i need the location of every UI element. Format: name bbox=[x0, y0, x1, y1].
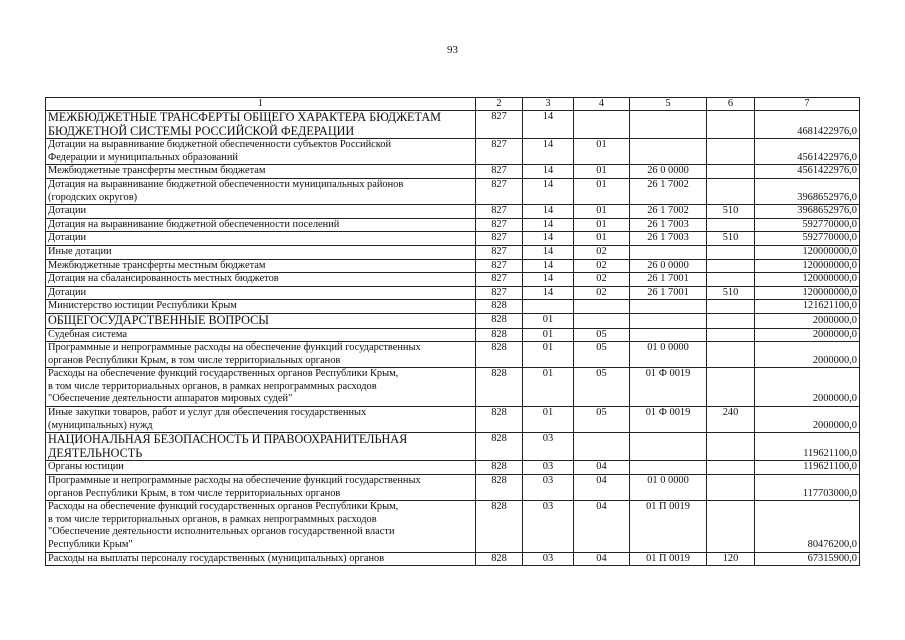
target-article-code-cell: 26 1 7003 bbox=[630, 232, 707, 246]
subsection-code-cell: 04 bbox=[574, 501, 630, 552]
ved-code-cell: 827 bbox=[476, 165, 523, 179]
item-name-cell bbox=[46, 368, 476, 407]
ved-code-cell: 827 bbox=[476, 178, 523, 204]
section-code-cell: 03 bbox=[523, 501, 574, 552]
subsection-code-cell bbox=[574, 300, 630, 314]
item-name-line: Дотация на сбалансированность местных бюджетов bbox=[48, 273, 279, 285]
target-article-code-cell: 26 1 7002 bbox=[630, 205, 707, 219]
table-row bbox=[46, 218, 860, 232]
ved-code-cell: 827 bbox=[476, 232, 523, 246]
item-name-line: Органы юстиции bbox=[48, 461, 124, 473]
expense-type-code-cell: 510 bbox=[707, 205, 755, 219]
section-code-cell: 14 bbox=[523, 259, 574, 273]
item-name-cell bbox=[46, 475, 476, 501]
item-name-cell bbox=[46, 342, 476, 368]
table-row bbox=[46, 205, 860, 219]
subsection-code-cell bbox=[574, 433, 630, 461]
subsection-code-cell: 05 bbox=[574, 342, 630, 368]
item-name-cell bbox=[46, 552, 476, 566]
item-name-line: Межбюджетные трансферты местным бюджетам bbox=[48, 259, 266, 271]
header-cell: 5 bbox=[630, 98, 707, 111]
section-code-cell: 01 bbox=[523, 328, 574, 342]
item-name-line: Дотации на выравнивание бюджетной обеспеченности субъектов Российской bbox=[48, 139, 392, 151]
expense-type-code-cell bbox=[707, 259, 755, 273]
amount-cell: 120000000,0 bbox=[755, 273, 860, 287]
target-article-code-cell bbox=[630, 313, 707, 328]
section-code-cell: 14 bbox=[523, 205, 574, 219]
header-cell: 4 bbox=[574, 98, 630, 111]
section-code-cell: 03 bbox=[523, 433, 574, 461]
amount-cell: 67315900,0 bbox=[755, 552, 860, 566]
item-name-line: Иные дотации bbox=[48, 245, 112, 257]
item-name-cell bbox=[46, 232, 476, 246]
ved-code-cell: 828 bbox=[476, 475, 523, 501]
target-article-code-cell: 26 1 7002 bbox=[630, 178, 707, 204]
ved-code-cell: 828 bbox=[476, 407, 523, 433]
amount-cell: 2000000,0 bbox=[755, 407, 860, 433]
table-row bbox=[46, 178, 860, 204]
target-article-code-cell bbox=[630, 245, 707, 259]
page-number: 93 bbox=[447, 44, 458, 56]
header-cell: 7 bbox=[755, 98, 860, 111]
ved-code-cell: 828 bbox=[476, 461, 523, 475]
subsection-code-cell: 04 bbox=[574, 461, 630, 475]
item-name-line: (муниципальных) нужд bbox=[48, 419, 153, 431]
item-name-cell bbox=[46, 218, 476, 232]
amount-cell: 592770000,0 bbox=[755, 218, 860, 232]
ved-code-cell: 827 bbox=[476, 245, 523, 259]
target-article-code-cell bbox=[630, 300, 707, 314]
target-article-code-cell: 26 1 7003 bbox=[630, 218, 707, 232]
section-code-cell: 14 bbox=[523, 165, 574, 179]
section-code-cell: 14 bbox=[523, 111, 574, 139]
amount-cell: 4561422976,0 bbox=[755, 139, 860, 165]
section-code-cell: 14 bbox=[523, 178, 574, 204]
amount-cell: 4561422976,0 bbox=[755, 165, 860, 179]
item-name-line: БЮДЖЕТНОЙ СИСТЕМЫ РОССИЙСКОЙ ФЕДЕРАЦИИ bbox=[48, 123, 355, 138]
target-article-code-cell: 26 0 0000 bbox=[630, 259, 707, 273]
expense-type-code-cell bbox=[707, 433, 755, 461]
budget-table bbox=[45, 97, 860, 566]
header-cell: 6 bbox=[707, 98, 755, 111]
expense-type-code-cell bbox=[707, 111, 755, 139]
target-article-code-cell: 01 П 0019 bbox=[630, 552, 707, 566]
expense-type-code-cell: 240 bbox=[707, 407, 755, 433]
amount-cell: 80476200,0 bbox=[755, 501, 860, 552]
ved-code-cell: 827 bbox=[476, 218, 523, 232]
subsection-code-cell: 04 bbox=[574, 475, 630, 501]
amount-cell: 117703000,0 bbox=[755, 475, 860, 501]
section-code-cell: 01 bbox=[523, 342, 574, 368]
item-name-line: органов Республики Крым, в том числе территориальных органов bbox=[48, 487, 341, 499]
section-code-cell: 01 bbox=[523, 313, 574, 328]
section-code-cell: 03 bbox=[523, 461, 574, 475]
amount-cell: 121621100,0 bbox=[755, 300, 860, 314]
table-row bbox=[46, 300, 860, 314]
item-name-line: ОБЩЕГОСУДАРСТВЕННЫЕ ВОПРОСЫ bbox=[48, 313, 269, 327]
table-row bbox=[46, 165, 860, 179]
table-row bbox=[46, 342, 860, 368]
subsection-code-cell: 02 bbox=[574, 286, 630, 300]
ved-code-cell: 827 bbox=[476, 139, 523, 165]
table-row bbox=[46, 259, 860, 273]
section-code-cell: 01 bbox=[523, 407, 574, 433]
item-name-cell bbox=[46, 111, 476, 139]
item-name-line: Судебная система bbox=[48, 328, 127, 340]
item-name-line: в том числе территориальных органов, в рамках непрограммных расходов bbox=[48, 380, 377, 392]
target-article-code-cell: 26 1 7001 bbox=[630, 286, 707, 300]
item-name-cell bbox=[46, 313, 476, 328]
item-name-line: органов Республики Крым, в том числе территориальных органов bbox=[48, 354, 341, 366]
target-article-code-cell: 01 Ф 0019 bbox=[630, 368, 707, 407]
expense-type-code-cell: 510 bbox=[707, 232, 755, 246]
table-row bbox=[46, 139, 860, 165]
item-name-line: Программные и непрограммные расходы на обеспечение функций государственных bbox=[48, 475, 421, 487]
item-name-line: Министерство юстиции Республики Крым bbox=[48, 300, 237, 312]
item-name-line: Межбюджетные трансферты местным бюджетам bbox=[48, 165, 266, 177]
table-header-row bbox=[46, 98, 860, 111]
expense-type-code-cell bbox=[707, 313, 755, 328]
item-name-line: Расходы на обеспечение функций государственных органов Республики Крым, bbox=[48, 368, 399, 380]
item-name-cell bbox=[46, 501, 476, 552]
table-section-row bbox=[46, 433, 860, 461]
section-code-cell: 14 bbox=[523, 273, 574, 287]
subsection-code-cell bbox=[574, 313, 630, 328]
table-row bbox=[46, 245, 860, 259]
item-name-line: Дотации bbox=[48, 232, 87, 244]
table-row bbox=[46, 232, 860, 246]
target-article-code-cell: 01 П 0019 bbox=[630, 501, 707, 552]
amount-cell: 2000000,0 bbox=[755, 328, 860, 342]
amount-cell: 120000000,0 bbox=[755, 286, 860, 300]
expense-type-code-cell bbox=[707, 300, 755, 314]
item-name-line: Дотация на выравнивание бюджетной обеспеченности муниципальных районов bbox=[48, 178, 404, 190]
subsection-code-cell: 02 bbox=[574, 259, 630, 273]
ved-code-cell: 828 bbox=[476, 313, 523, 328]
item-name-line: МЕЖБЮДЖЕТНЫЕ ТРАНСФЕРТЫ ОБЩЕГО ХАРАКТЕРА БЮДЖЕТАМ bbox=[48, 110, 441, 124]
ved-code-cell: 828 bbox=[476, 433, 523, 461]
subsection-code-cell: 01 bbox=[574, 139, 630, 165]
target-article-code-cell bbox=[630, 328, 707, 342]
ved-code-cell: 828 bbox=[476, 368, 523, 407]
item-name-line: в том числе территориальных органов, в рамках непрограммных расходов bbox=[48, 513, 377, 525]
ved-code-cell: 827 bbox=[476, 259, 523, 273]
item-name-line: (городских округов) bbox=[48, 191, 138, 203]
subsection-code-cell: 01 bbox=[574, 178, 630, 204]
subsection-code-cell: 04 bbox=[574, 552, 630, 566]
ved-code-cell: 828 bbox=[476, 342, 523, 368]
target-article-code-cell: 26 0 0000 bbox=[630, 165, 707, 179]
table-row bbox=[46, 501, 860, 552]
item-name-cell bbox=[46, 286, 476, 300]
table-row bbox=[46, 407, 860, 433]
expense-type-code-cell bbox=[707, 475, 755, 501]
ved-code-cell: 827 bbox=[476, 286, 523, 300]
expense-type-code-cell bbox=[707, 461, 755, 475]
amount-cell: 592770000,0 bbox=[755, 232, 860, 246]
item-name-line: Республики Крым" bbox=[48, 539, 133, 550]
subsection-code-cell bbox=[574, 111, 630, 139]
expense-type-code-cell bbox=[707, 218, 755, 232]
target-article-code-cell: 01 0 0000 bbox=[630, 475, 707, 501]
expense-type-code-cell bbox=[707, 178, 755, 204]
section-code-cell: 14 bbox=[523, 139, 574, 165]
amount-cell: 3968652976,0 bbox=[755, 205, 860, 219]
item-name-line: ДЕЯТЕЛЬНОСТЬ bbox=[48, 445, 143, 460]
table-row bbox=[46, 552, 860, 566]
amount-cell: 4681422976,0 bbox=[755, 111, 860, 139]
subsection-code-cell: 02 bbox=[574, 245, 630, 259]
target-article-code-cell bbox=[630, 461, 707, 475]
subsection-code-cell: 05 bbox=[574, 368, 630, 407]
amount-cell: 2000000,0 bbox=[755, 313, 860, 328]
section-code-cell: 01 bbox=[523, 368, 574, 407]
subsection-code-cell: 01 bbox=[574, 205, 630, 219]
target-article-code-cell: 01 Ф 0019 bbox=[630, 407, 707, 433]
item-name-cell bbox=[46, 300, 476, 314]
item-name-cell bbox=[46, 205, 476, 219]
amount-cell: 120000000,0 bbox=[755, 259, 860, 273]
item-name-cell bbox=[46, 139, 476, 165]
subsection-code-cell: 05 bbox=[574, 328, 630, 342]
item-name-line: Федерации и муниципальных образований bbox=[48, 151, 238, 163]
expense-type-code-cell bbox=[707, 501, 755, 552]
section-code-cell: 03 bbox=[523, 552, 574, 566]
amount-cell: 3968652976,0 bbox=[755, 178, 860, 204]
ved-code-cell: 827 bbox=[476, 205, 523, 219]
item-name-cell bbox=[46, 259, 476, 273]
expense-type-code-cell bbox=[707, 273, 755, 287]
subsection-code-cell: 05 bbox=[574, 407, 630, 433]
ved-code-cell: 827 bbox=[476, 273, 523, 287]
ved-code-cell: 828 bbox=[476, 501, 523, 552]
target-article-code-cell bbox=[630, 111, 707, 139]
expense-type-code-cell bbox=[707, 342, 755, 368]
expense-type-code-cell: 510 bbox=[707, 286, 755, 300]
item-name-line: Дотации bbox=[48, 205, 87, 217]
subsection-code-cell: 01 bbox=[574, 218, 630, 232]
expense-type-code-cell bbox=[707, 368, 755, 407]
expense-type-code-cell bbox=[707, 165, 755, 179]
target-article-code-cell bbox=[630, 433, 707, 461]
header-cell: 3 bbox=[523, 98, 574, 111]
table-row bbox=[46, 286, 860, 300]
table-row bbox=[46, 461, 860, 475]
table-section-row bbox=[46, 111, 860, 139]
section-code-cell bbox=[523, 300, 574, 314]
target-article-code-cell: 01 0 0000 bbox=[630, 342, 707, 368]
target-article-code-cell: 26 1 7001 bbox=[630, 273, 707, 287]
item-name-line: Иные закупки товаров, работ и услуг для обеспечения государственных bbox=[48, 407, 367, 419]
target-article-code-cell bbox=[630, 139, 707, 165]
section-code-cell: 14 bbox=[523, 286, 574, 300]
item-name-cell bbox=[46, 407, 476, 433]
subsection-code-cell: 02 bbox=[574, 273, 630, 287]
item-name-cell bbox=[46, 433, 476, 461]
table-row bbox=[46, 368, 860, 407]
item-name-cell bbox=[46, 461, 476, 475]
section-code-cell: 03 bbox=[523, 475, 574, 501]
section-code-cell: 14 bbox=[523, 245, 574, 259]
item-name-line: Расходы на обеспечение функций государственных органов Республики Крым, bbox=[48, 501, 399, 513]
item-name-line: Дотация на выравнивание бюджетной обеспеченности поселений bbox=[48, 218, 340, 230]
subsection-code-cell: 01 bbox=[574, 232, 630, 246]
item-name-line: Расходы на выплаты персоналу государственных (муниципальных) органов bbox=[48, 552, 385, 564]
section-code-cell: 14 bbox=[523, 232, 574, 246]
item-name-cell bbox=[46, 328, 476, 342]
table-row bbox=[46, 475, 860, 501]
amount-cell: 2000000,0 bbox=[755, 368, 860, 407]
item-name-line: "Обеспечение деятельности аппаратов мировых судей" bbox=[48, 393, 293, 405]
ved-code-cell: 828 bbox=[476, 300, 523, 314]
ved-code-cell: 828 bbox=[476, 328, 523, 342]
expense-type-code-cell bbox=[707, 245, 755, 259]
header-cell: 2 bbox=[476, 98, 523, 111]
table-section-row bbox=[46, 313, 860, 328]
header-cell: 1 bbox=[46, 98, 476, 111]
item-name-cell bbox=[46, 178, 476, 204]
subsection-code-cell: 01 bbox=[574, 165, 630, 179]
expense-type-code-cell: 120 bbox=[707, 552, 755, 566]
expense-type-code-cell bbox=[707, 139, 755, 165]
amount-cell: 119621100,0 bbox=[755, 433, 860, 461]
ved-code-cell: 827 bbox=[476, 111, 523, 139]
amount-cell: 120000000,0 bbox=[755, 245, 860, 259]
item-name-line: НАЦИОНАЛЬНАЯ БЕЗОПАСНОСТЬ И ПРАВООХРАНИТЕЛЬНАЯ bbox=[48, 432, 408, 447]
item-name-cell bbox=[46, 273, 476, 287]
item-name-line: Дотации bbox=[48, 286, 87, 298]
amount-cell: 2000000,0 bbox=[755, 342, 860, 368]
table-row bbox=[46, 273, 860, 287]
section-code-cell: 14 bbox=[523, 218, 574, 232]
amount-cell: 119621100,0 bbox=[755, 461, 860, 475]
item-name-line: "Обеспечение деятельности исполнительных органов государственной власти bbox=[48, 526, 395, 538]
item-name-line: Программные и непрограммные расходы на обеспечение функций государственных bbox=[48, 342, 421, 354]
expense-type-code-cell bbox=[707, 328, 755, 342]
item-name-cell bbox=[46, 245, 476, 259]
ved-code-cell: 828 bbox=[476, 552, 523, 566]
table-row bbox=[46, 328, 860, 342]
item-name-cell bbox=[46, 165, 476, 179]
